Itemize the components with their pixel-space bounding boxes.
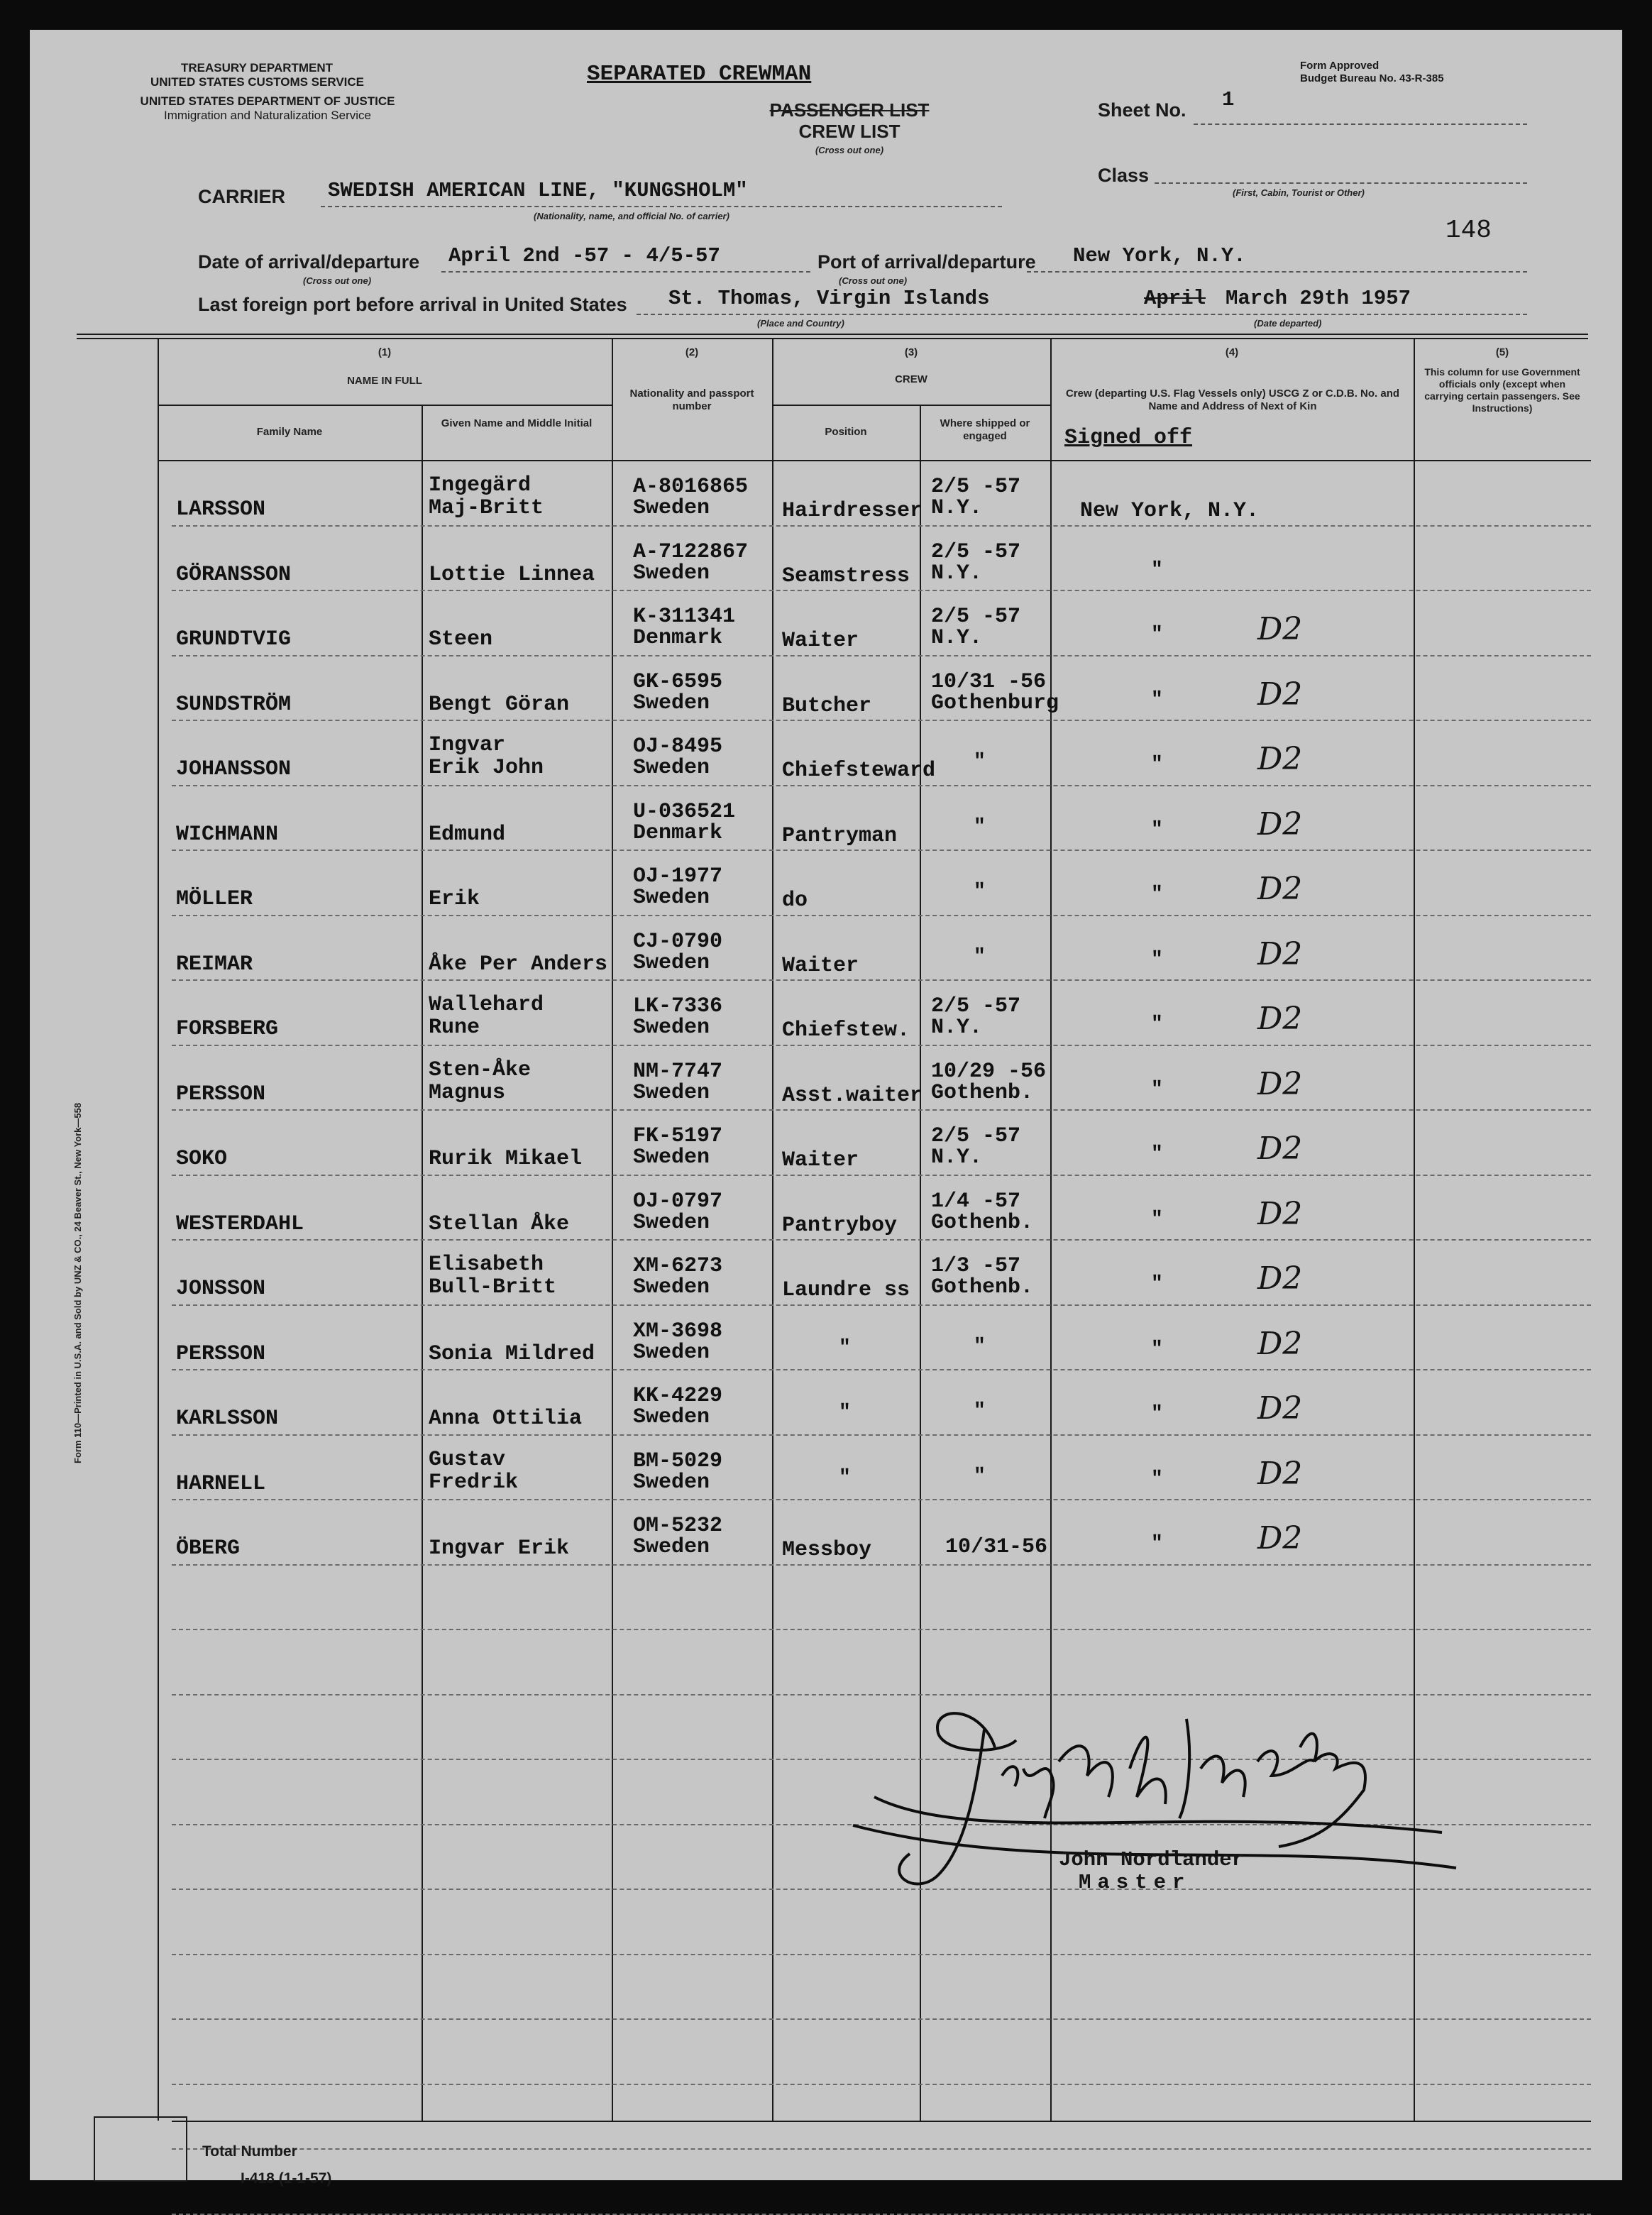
passport-cell: OJ-1977 [633,864,723,889]
shipped-date-cell: 1/4 -57 [931,1189,1021,1214]
table-bottom-line [172,2121,1591,2122]
col-divider-family [422,406,423,2121]
shipped-date-cell: 10/29 -56 [931,1059,1047,1084]
table-left-border [158,339,159,2121]
total-number-label: Total Number [202,2143,297,2160]
official-mark: D2 [1257,1260,1303,1297]
given-name-cell: Ingegärd [429,473,532,498]
official-mark: D2 [1257,1065,1303,1102]
ditto-mark: " [1151,1403,1163,1425]
ditto-mark: " [1151,624,1163,646]
nationality-cell: Sweden [633,1340,710,1365]
shipped-date-cell: 2/5 -57 [931,475,1021,499]
date-departed-value: March 29th 1957 [1226,287,1411,310]
port-note: (Cross out one) [839,275,908,286]
last-port-label: Last foreign port before arrival in United States [198,294,627,315]
position-cell: Laundre ss [782,1278,910,1302]
position-cell: Pantryboy [782,1213,898,1238]
stamp-number: 148 [1446,216,1492,245]
printer-note: Form 110—Printed in U.S.A. and Sold by UNZ & CO., 24 Beaver St., New York—558 [72,1102,83,1463]
row-separator [172,1304,1591,1306]
col-divider-2 [772,339,773,2121]
passport-cell: OM-5232 [633,1514,723,1538]
given-name-cell: Sonia Mildred [429,1341,595,1366]
ditto-mark: " [1151,559,1163,581]
form-approved: Form Approved [1300,60,1380,72]
position-cell: Hairdresser [782,499,923,523]
nationality-header: Nationality and passport number [629,388,754,412]
class-note: (First, Cabin, Tourist or Other) [1233,187,1365,198]
official-mark: D2 [1257,676,1303,713]
passport-cell: XM-3698 [633,1319,723,1343]
passport-cell: A-7122867 [633,539,749,564]
shipped-place-cell: Gothenb. [931,1210,1034,1235]
position-cell: Waiter [782,953,859,978]
row-separator [172,850,1591,851]
official-mark: D2 [1257,1001,1303,1037]
row-separator [172,720,1591,721]
given-name-cell: Gustav [429,1447,506,1472]
family-name-header: Family Name [256,426,323,438]
ditto-mark: " [1151,818,1163,841]
ditto-mark: " [974,1465,986,1488]
position-cell: Waiter [782,629,859,653]
form-sheet [30,30,1622,2187]
family-name-cell: ÖBERG [176,1537,241,1561]
family-name-cell: REIMAR [176,952,253,977]
row-separator [172,1239,1591,1241]
nationality-cell: Sweden [633,950,710,975]
nationality-cell: Sweden [633,1016,710,1040]
separated-crewman-title: SEPARATED CREWMAN [587,62,812,87]
position-cell: Waiter [782,1148,859,1172]
given-name-cell: Wallehard [429,993,544,1017]
nationality-cell: Sweden [633,756,710,780]
family-name-cell: GRUNDTVIG [176,627,292,652]
passport-cell: U-036521 [633,799,736,824]
ditto-mark: " [839,1402,851,1424]
given-name-cell: Anna Ottilia [429,1407,583,1431]
family-name-cell: KARLSSON [176,1407,279,1431]
col4-number: (4) [1225,346,1239,358]
place-note: (Place and Country) [757,318,844,329]
nationality-cell: Denmark [633,820,723,845]
port-label: Port of arrival/departure [817,251,1036,273]
date-value: April 2nd -57 - 4/5-57 [448,244,720,268]
given-name-cell: Lottie Linnea [429,562,595,587]
family-name-cell: WICHMANN [176,822,279,847]
crew-header: CREW [895,373,927,385]
ditto-mark: " [974,1335,986,1358]
position-cell: Chiefstew. [782,1018,910,1043]
sheet-no-value: 1 [1222,88,1235,111]
position-cell: Messboy [782,1538,872,1562]
position-cell: Pantryman [782,823,898,848]
col2-number: (2) [685,346,699,358]
total-number-box[interactable] [94,2116,187,2182]
row-separator [172,655,1591,656]
official-mark: D2 [1257,611,1303,647]
nationality-cell: Sweden [633,1080,710,1105]
table-top-line-2 [77,338,1588,339]
shipped-date-cell: 10/31 -56 [931,669,1047,694]
header-bottom-line [158,460,1591,461]
master-name: John Nordlander [1059,1848,1245,1872]
row-separator [172,979,1591,981]
nationality-cell: Sweden [633,496,710,520]
given-name-cell: Bull-Britt [429,1275,557,1299]
empty-row-line [172,1629,1591,1630]
customs-service: UNITED STATES CUSTOMS SERVICE [150,75,365,89]
ditto-mark: " [839,1336,851,1359]
empty-row-line [172,2214,1591,2215]
date-label: Date of arrival/departure [198,251,420,273]
sheet-no-label: Sheet No. [1098,99,1186,121]
last-port-value: St. Thomas, Virgin Islands [668,287,990,310]
nationality-cell: Denmark [633,626,723,650]
ditto-mark: " [974,881,986,903]
ditto-mark: " [974,1400,986,1422]
shipped-date-cell: 2/5 -57 [931,1124,1021,1148]
passport-cell: CJ-0790 [633,929,723,954]
carrier-value: SWEDISH AMERICAN LINE, "KUNGSHOLM" [328,179,748,202]
treasury-dept: TREASURY DEPARTMENT [180,61,334,75]
ditto-mark: " [974,945,986,968]
shipped-date-cell: 1/3 -57 [931,1254,1021,1278]
crew-list-title: CREW LIST [798,121,901,142]
position-cell: Chiefsteward [782,759,936,783]
shipped-place-cell: N.Y. [931,561,983,586]
position-cell: do [782,889,808,913]
struck-month: April [1144,287,1206,310]
official-mark: D2 [1257,1195,1303,1232]
family-name-cell: SOKO [176,1147,228,1171]
class-line [1155,182,1527,184]
class-label: Class [1098,165,1150,186]
nationality-cell: Sweden [633,1535,710,1559]
port-line [1027,271,1527,273]
shipped-place-cell: N.Y. [931,1145,983,1170]
empty-row-line [172,2084,1591,2085]
shipped-date-cell: 10/31-56 [945,1535,1048,1559]
passenger-list-struck: PASSENGER LIST [769,99,930,121]
official-mark: D2 [1257,1455,1303,1492]
nationality-cell: Sweden [633,691,710,715]
passport-cell: LK-7336 [633,994,723,1018]
given-name-cell: Ingvar Erik [429,1537,570,1561]
official-mark: D2 [1257,1390,1303,1427]
given-name-cell: Stellan Åke [429,1211,570,1236]
empty-row-line [172,2018,1591,2020]
given-name-header: Given Name and Middle Initial [441,417,593,429]
nationality-cell: Sweden [633,1405,710,1429]
row-separator [172,1564,1591,1566]
nationality-cell: Sweden [633,1470,710,1495]
header-sub-line-3 [772,405,1052,406]
row-separator [172,1369,1591,1370]
shipped-date-cell: 2/5 -57 [931,539,1021,564]
table-top-line-1 [77,334,1588,335]
given-name-cell: Rurik Mikael [429,1147,583,1171]
last-port-line [637,314,1527,315]
family-name-cell: JONSSON [176,1277,266,1301]
cross-out-note: (Cross out one) [815,145,884,155]
passport-cell: OJ-0797 [633,1189,723,1214]
col3-number: (3) [904,346,918,358]
ditto-mark: " [1151,1143,1163,1165]
row-separator [172,1499,1591,1500]
family-name-cell: PERSSON [176,1341,266,1366]
given-name-cell: Magnus [429,1080,506,1105]
ditto-mark: " [1151,1078,1163,1101]
shipped-place-cell: N.Y. [931,496,983,520]
form-number: I-418 (1-1-57) [241,2170,332,2187]
official-mark: D2 [1257,1325,1303,1362]
family-name-cell: SUNDSTRÖM [176,692,292,717]
shipped-place-cell: Gothenburg [931,691,1059,715]
given-name-cell: Åke Per Anders [429,952,608,977]
position-cell: Butcher [782,693,872,718]
family-name-cell: FORSBERG [176,1017,279,1041]
master-title: Master [1079,1871,1191,1894]
family-name-cell: HARNELL [176,1471,266,1496]
ditto-mark: " [839,1466,851,1489]
row-separator [172,525,1591,527]
given-name-cell: Erik John [429,756,544,780]
where-shipped-header: Where shipped or engaged [940,417,1030,442]
row-separator [172,1045,1591,1046]
given-name-cell: Edmund [429,822,506,847]
col5-number: (5) [1495,346,1509,358]
justice-dept: UNITED STATES DEPARTMENT OF JUSTICE [140,94,395,108]
nationality-cell: Sweden [633,1210,710,1235]
given-name-cell: Bengt Göran [429,692,570,717]
shipped-place-cell: N.Y. [931,1016,983,1040]
position-header: Position [825,426,867,438]
shipped-place-cell: N.Y. [931,626,983,650]
ditto-mark: " [974,751,986,773]
ditto-mark: " [1151,754,1163,776]
port-value: New York, N.Y. [1073,244,1246,268]
nationality-cell: Sweden [633,1275,710,1299]
row-separator [172,915,1591,916]
nationality-cell: Sweden [633,886,710,910]
family-name-cell: LARSSON [176,498,266,522]
sheet-no-line [1194,123,1527,125]
col1-number: (1) [378,346,392,358]
row-separator [172,1434,1591,1436]
date-departed-note: (Date departed) [1254,318,1322,329]
ditto-mark: " [1151,1338,1163,1361]
given-name-cell: Steen [429,627,493,652]
shipped-place-cell: Gothenb. [931,1275,1034,1299]
col5-header: This column for use Government officials only (except when carrying certain passengers. See Instructions) [1424,366,1580,414]
signed-off-label: Signed off [1064,426,1193,450]
ins-service: Immigration and Naturalization Service [164,109,371,122]
passport-cell: GK-6595 [633,669,723,694]
carrier-note: (Nationality, name, and official No. of carrier) [534,211,729,221]
ditto-mark: " [1151,688,1163,711]
passport-cell: BM-5029 [633,1449,723,1473]
family-name-cell: GÖRANSSON [176,562,292,587]
ditto-mark: " [1151,884,1163,906]
shipped-date-cell: 2/5 -57 [931,994,1021,1018]
passport-cell: OJ-8495 [633,735,723,759]
given-name-cell: Maj-Britt [429,496,544,520]
given-name-cell: Elisabeth [429,1253,544,1277]
nationality-cell: Sweden [633,561,710,586]
official-mark: D2 [1257,935,1303,972]
official-mark: D2 [1257,741,1303,777]
position-cell: Asst.waiter [782,1083,923,1108]
signed-off-cell: New York, N.Y. [1080,499,1260,523]
given-name-cell: Rune [429,1016,480,1040]
row-separator [172,785,1591,786]
family-name-cell: MÖLLER [176,887,253,911]
header-sub-line-1 [158,405,613,406]
family-name-cell: JOHANSSON [176,757,292,781]
shipped-date-cell: 2/5 -57 [931,605,1021,629]
official-mark: D2 [1257,806,1303,842]
official-mark: D2 [1257,871,1303,907]
empty-row-line [172,2148,1591,2150]
passport-cell: A-8016865 [633,475,749,499]
ditto-mark: " [1151,1468,1163,1490]
budget-bureau: Budget Bureau No. 43-R-385 [1300,72,1444,84]
given-name-cell: Fredrik [429,1470,519,1495]
row-separator [172,590,1591,591]
date-note: (Cross out one) [303,275,372,286]
family-name-cell: PERSSON [176,1082,266,1106]
col4-header: Crew (departing U.S. Flag Vessels only) USCG Z or C.D.B. No. and Name and Address of Next of Kin [1065,388,1400,412]
passport-cell: FK-5197 [633,1124,723,1148]
official-mark: D2 [1257,1520,1303,1556]
passport-cell: XM-6273 [633,1254,723,1278]
carrier-label: CARRIER [198,186,286,207]
passport-cell: NM-7747 [633,1059,723,1084]
position-cell: Seamstress [782,564,910,588]
ditto-mark: " [1151,948,1163,971]
ditto-mark: " [1151,1013,1163,1035]
col-divider-1 [612,339,613,2121]
official-mark: D2 [1257,1131,1303,1167]
passport-cell: KK-4229 [633,1384,723,1408]
shipped-place-cell: Gothenb. [931,1080,1034,1105]
given-name-cell: Sten-Åke [429,1057,532,1082]
row-separator [172,1175,1591,1176]
col1-title: NAME IN FULL [347,375,422,387]
ditto-mark: " [1151,1208,1163,1231]
ditto-mark: " [1151,1533,1163,1555]
carrier-line [321,206,1002,207]
given-name-cell: Erik [429,887,480,911]
ditto-mark: " [1151,1273,1163,1295]
nationality-cell: Sweden [633,1145,710,1170]
passport-cell: K-311341 [633,605,736,629]
date-line [441,271,810,273]
family-name-cell: WESTERDAHL [176,1211,304,1236]
given-name-cell: Ingvar [429,733,506,757]
empty-row-line [172,1954,1591,1955]
row-separator [172,1109,1591,1111]
ditto-mark: " [974,815,986,838]
